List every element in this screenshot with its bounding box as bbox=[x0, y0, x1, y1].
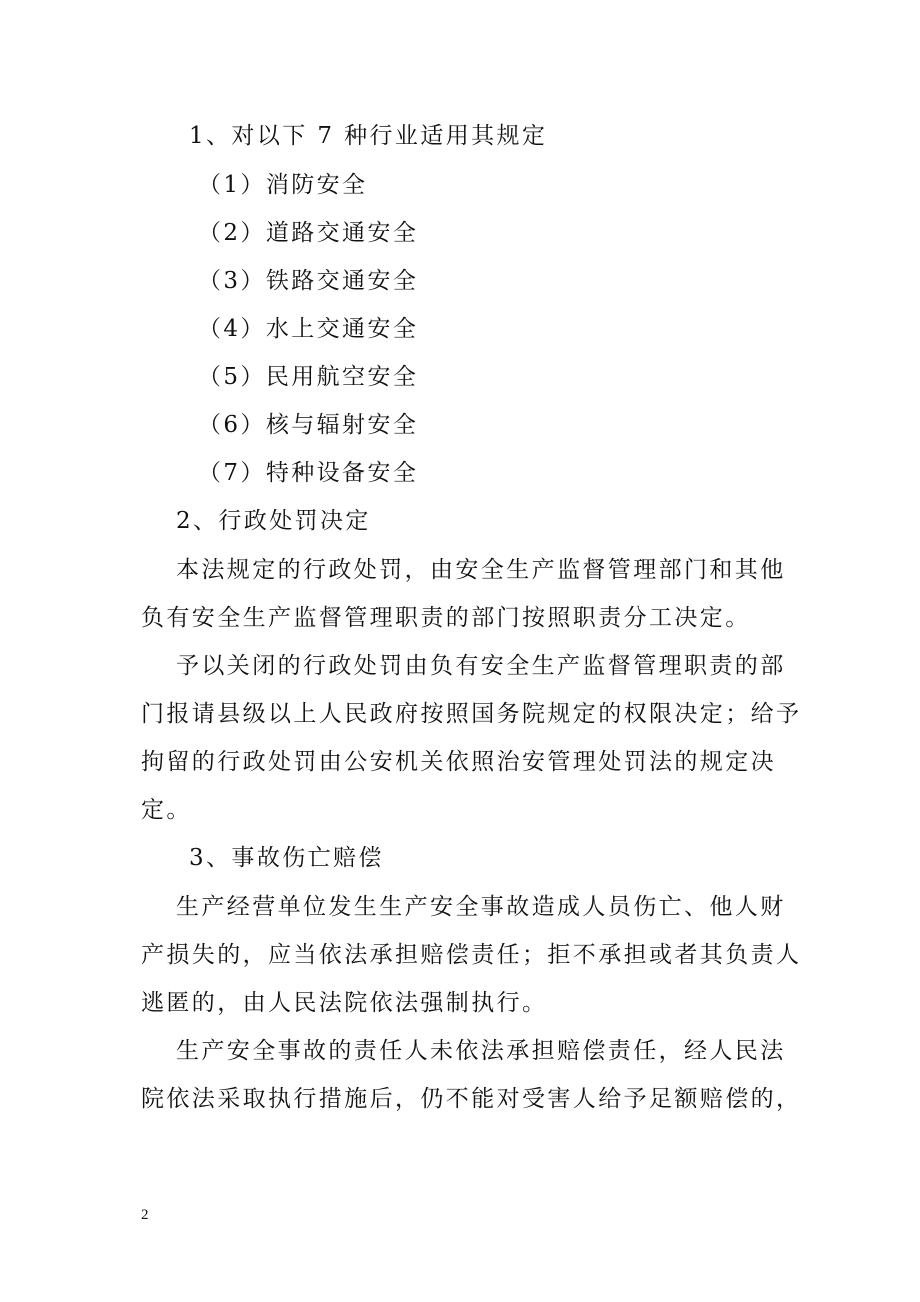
paragraph-line: 予以关闭的行政处罚由负有安全生产监督管理职责的部 bbox=[176, 653, 786, 679]
paragraph-line: 本法规定的行政处罚，由安全生产监督管理部门和其他 bbox=[176, 557, 786, 583]
list-item: （3）铁路交通安全 bbox=[198, 268, 419, 294]
paragraph-line: 产损失的，应当依法承担赔偿责任；拒不承担或者其负责人 bbox=[141, 942, 802, 968]
paragraph-line: 负有安全生产监督管理职责的部门按照职责分工决定。 bbox=[141, 605, 751, 631]
paragraph-line: 逃匿的，由人民法院依法强制执行。 bbox=[141, 990, 548, 1016]
paragraph-line: 定。 bbox=[141, 797, 192, 823]
list-item: （6）核与辐射安全 bbox=[198, 412, 419, 438]
section-heading-1: 1、对以下 7 种行业适用其规定 bbox=[189, 123, 548, 149]
list-item: （7）特种设备安全 bbox=[198, 460, 419, 486]
list-item: （5）民用航空安全 bbox=[198, 364, 419, 390]
paragraph-line: 门报请县级以上人民政府按照国务院规定的权限决定；给予 bbox=[141, 701, 802, 727]
page-number: 2 bbox=[141, 1207, 149, 1223]
paragraph-line: 生产安全事故的责任人未依法承担赔偿责任，经人民法 bbox=[176, 1038, 786, 1064]
list-item: （4）水上交通安全 bbox=[198, 316, 419, 342]
paragraph-line: 生产经营单位发生生产安全事故造成人员伤亡、他人财 bbox=[176, 894, 786, 920]
list-item: （1）消防安全 bbox=[198, 172, 368, 198]
paragraph-line: 院依法采取执行措施后，仍不能对受害人给予足额赔偿的， bbox=[141, 1086, 802, 1112]
paragraph-line: 拘留的行政处罚由公安机关依照治安管理处罚法的规定决 bbox=[141, 749, 776, 775]
section-heading-2: 2、行政处罚决定 bbox=[176, 508, 371, 534]
section-heading-3: 3、事故伤亡赔偿 bbox=[189, 845, 384, 871]
list-item: （2）道路交通安全 bbox=[198, 220, 419, 246]
